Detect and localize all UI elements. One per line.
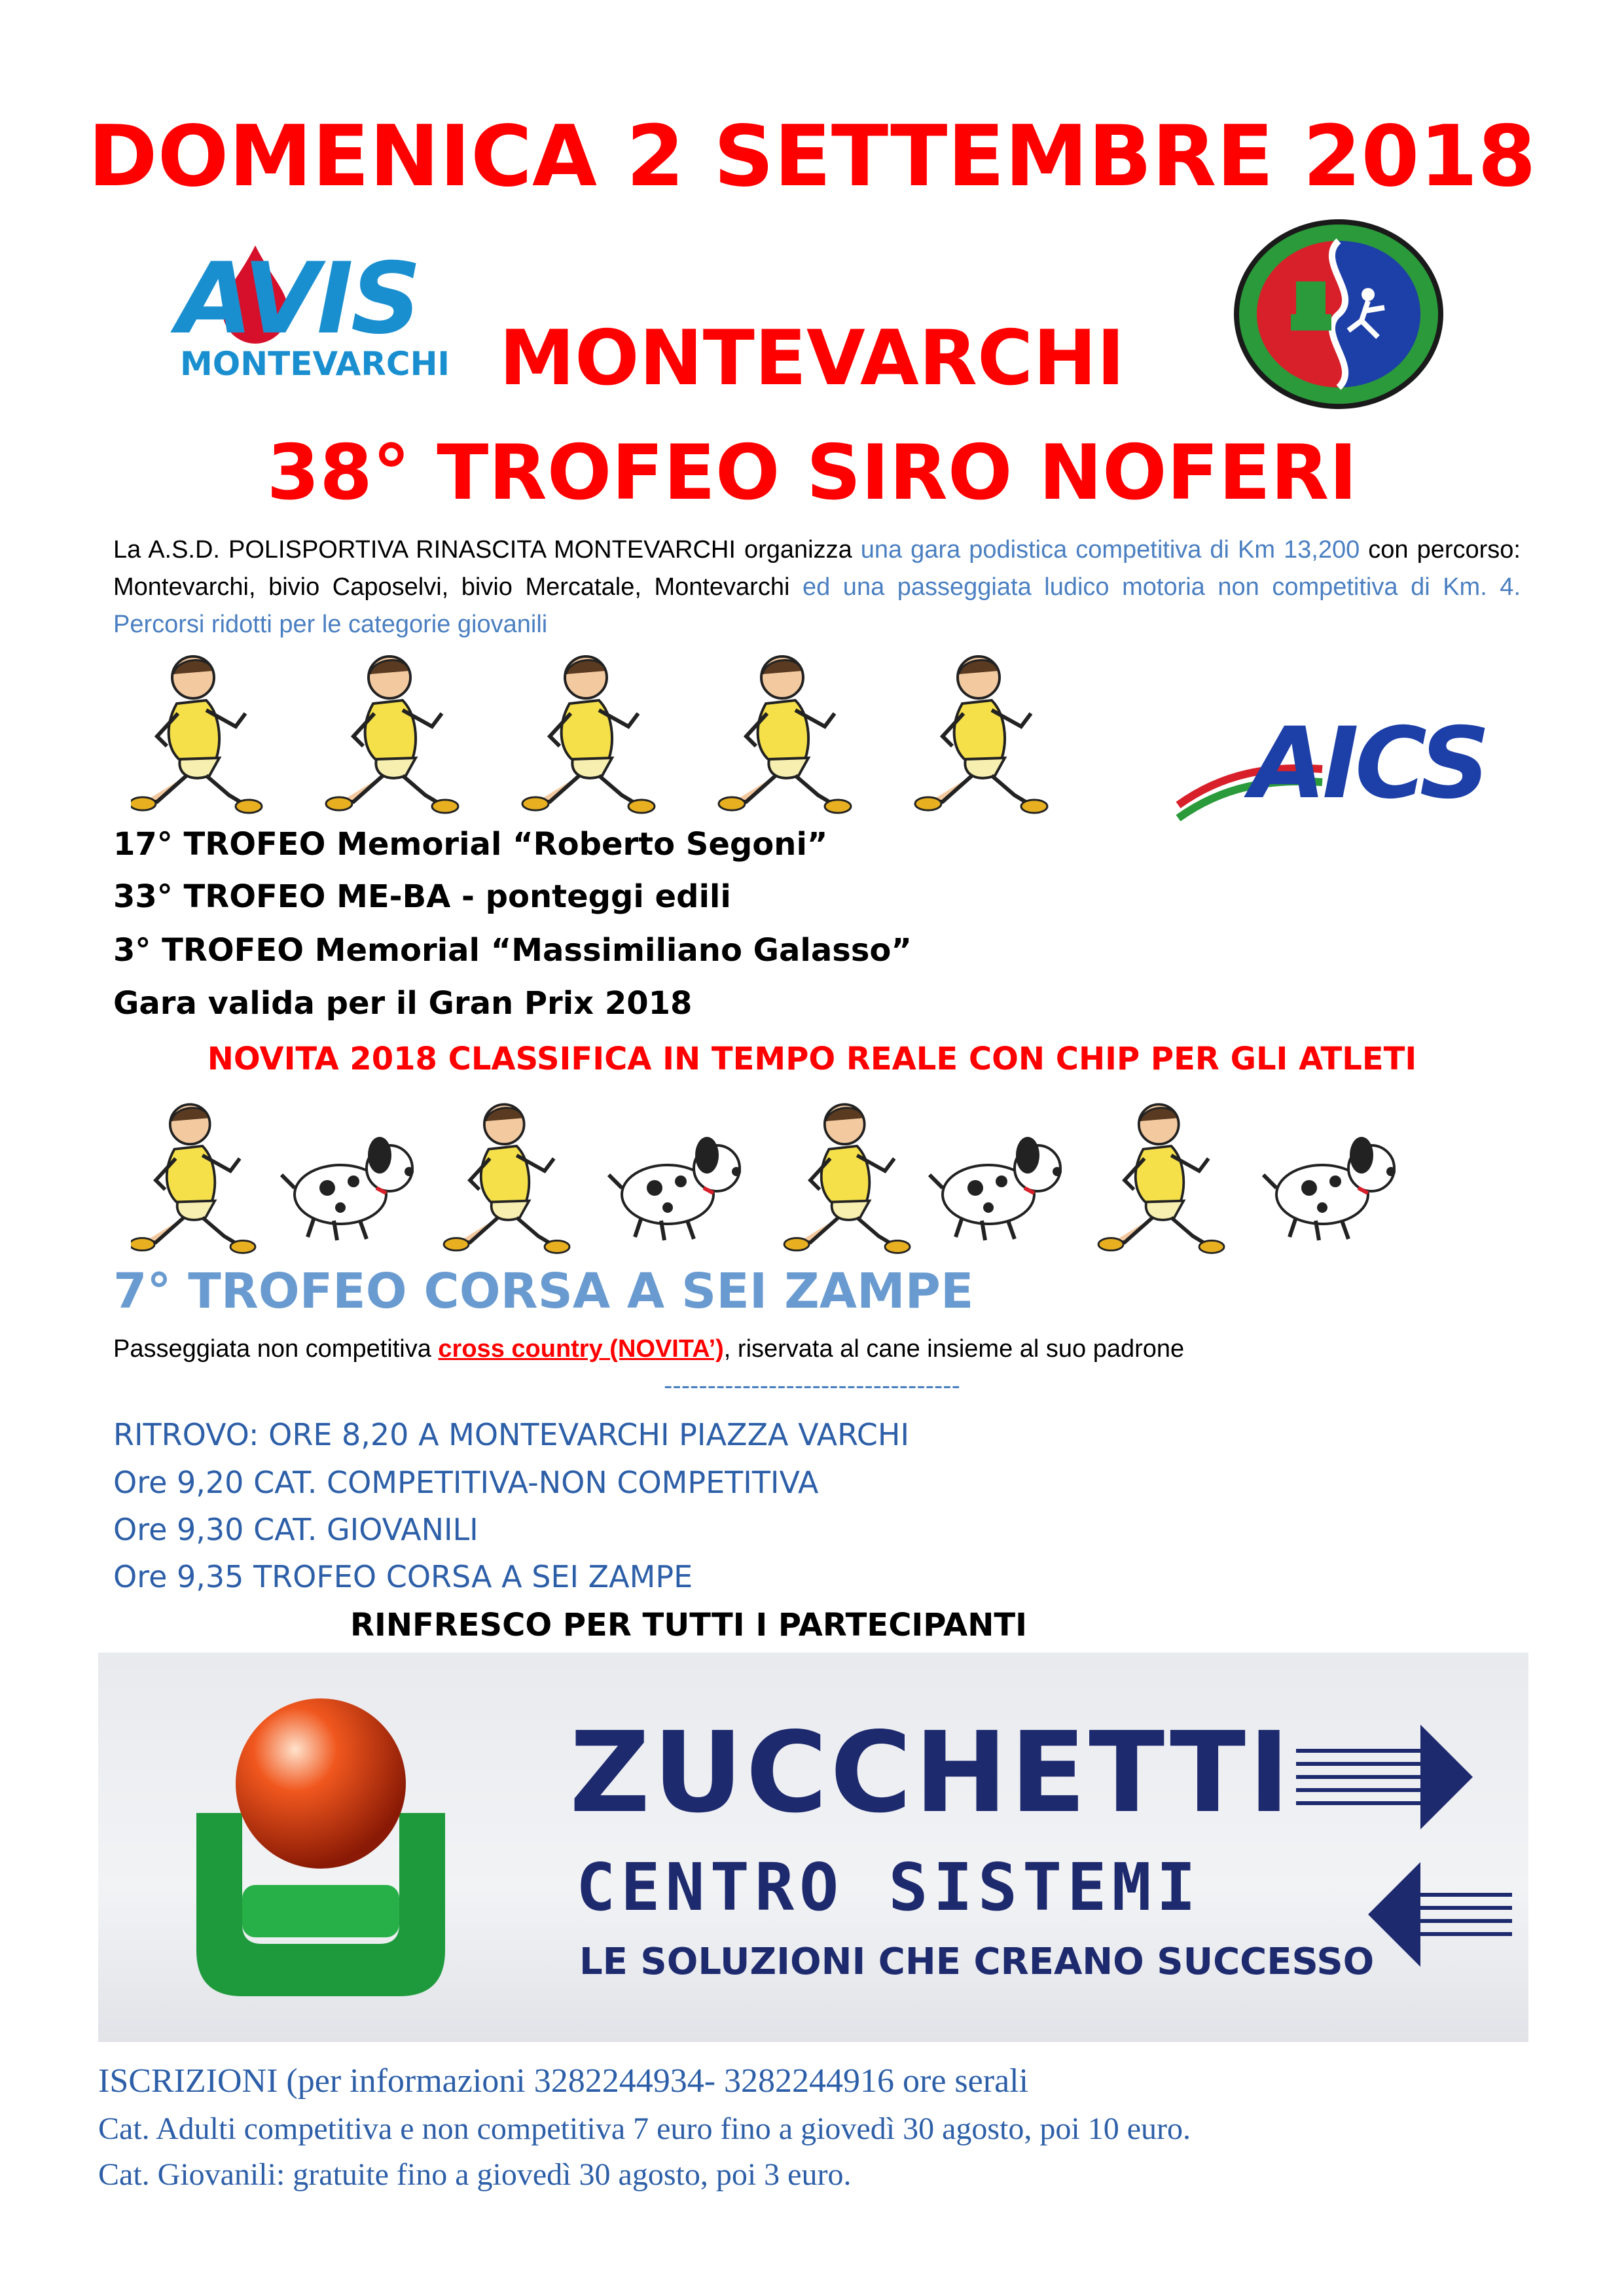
trophy-line-3: 3° TROFEO Memorial “Massimiliano Galasso” xyxy=(113,932,912,969)
intro-text-2: con percorso: Montevarchi, bivio Caposelvi, bivio Mercatale, Montevarchi xyxy=(113,536,1521,601)
runner-dog-illustrations xyxy=(131,1096,1440,1260)
sponsor-name: ZUCCHETTI xyxy=(569,1708,1293,1838)
schedule-line-3: Ore 9,30 CAT. GIOVANILI xyxy=(113,1512,478,1547)
polisportiva-logo xyxy=(1231,216,1447,412)
schedule-line-4: Ore 9,35 TROFEO CORSA A SEI ZAMPE xyxy=(113,1559,693,1594)
sponsor-sub: CENTRO SISTEMI xyxy=(576,1849,1201,1926)
avis-city: MONTEVARCHI xyxy=(180,345,450,383)
schedule-line-2: Ore 9,20 CAT. COMPETITIVA-NON COMPETITIVA xyxy=(113,1465,819,1500)
sponsor-banner xyxy=(98,1653,1528,2042)
runners-dogs-row xyxy=(131,1096,1440,1260)
intro-paragraph xyxy=(113,531,1521,643)
divider: ---------------------------------- xyxy=(664,1371,960,1400)
sei-zampe-desc-1: Passeggiata non competitiva xyxy=(113,1335,439,1363)
sei-zampe-highlight: cross country (NOVITA’) xyxy=(438,1335,724,1363)
event-date: DOMENICA 2 SETTEMBRE 2018 xyxy=(88,108,1536,206)
rinfresco: RINFRESCO PER TUTTI I PARTECIPANTI xyxy=(350,1607,1027,1643)
runners-row xyxy=(131,648,1113,825)
trophy-line-4: Gara valida per il Gran Prix 2018 xyxy=(113,985,693,1022)
sei-zampe-desc xyxy=(113,1335,1184,1363)
aics-logo xyxy=(1172,707,1512,825)
runner-illustrations xyxy=(131,648,1113,825)
sponsor-slogan: LE SOLUZIONI CHE CREANO SUCCESSO xyxy=(579,1941,1375,1983)
schedule-line-1: RITROVO: ORE 8,20 A MONTEVARCHI PIAZZA VARCHI xyxy=(113,1417,910,1452)
intro-walk-info: ed una passeggiata ludico motoria non competitiva di Km. 4. Percorsi ridotti per le categorie giovanili xyxy=(113,573,1521,638)
iscrizioni-line-1: ISCRIZIONI (per informazioni 3282244934- 3282244916 ore serali xyxy=(98,2062,1029,2100)
trophy-line-2: 33° TROFEO ME-BA - ponteggi edili xyxy=(113,878,731,915)
polisportiva-logo-graphic xyxy=(1231,216,1447,412)
aics-text: AICS xyxy=(1250,707,1487,821)
iscrizioni-line-2: Cat. Adulti competitiva e non competitiva 7 euro fino a giovedì 30 agosto, poi 10 euro. xyxy=(98,2111,1191,2146)
intro-text-1: La A.S.D. POLISPORTIVA RINASCITA MONTEVARCHI organizza xyxy=(113,536,861,564)
trophy-line-1: 17° TROFEO Memorial “Roberto Segoni” xyxy=(113,826,828,863)
intro-race-info: una gara podistica competitiva di Km 13,200 xyxy=(860,536,1360,564)
novita-banner: NOVITA 2018 CLASSIFICA IN TEMPO REALE CON CHIP PER GLI ATLETI xyxy=(207,1041,1417,1077)
sei-zampe-title: 7° TROFEO CORSA A SEI ZAMPE xyxy=(113,1263,974,1319)
sei-zampe-desc-2: , riservata al cane insieme al suo padrone xyxy=(723,1335,1185,1363)
trophy-title: 38° TROFEO SIRO NOFERI xyxy=(266,429,1358,517)
city-title: MONTEVARCHI xyxy=(499,314,1125,403)
zucchetti-logo-graphic xyxy=(183,1689,458,2016)
avis-name: AVIS xyxy=(177,242,419,356)
iscrizioni-line-3: Cat. Giovanili: gratuite fino a giovedì 30 agosto, poi 3 euro. xyxy=(98,2157,852,2192)
